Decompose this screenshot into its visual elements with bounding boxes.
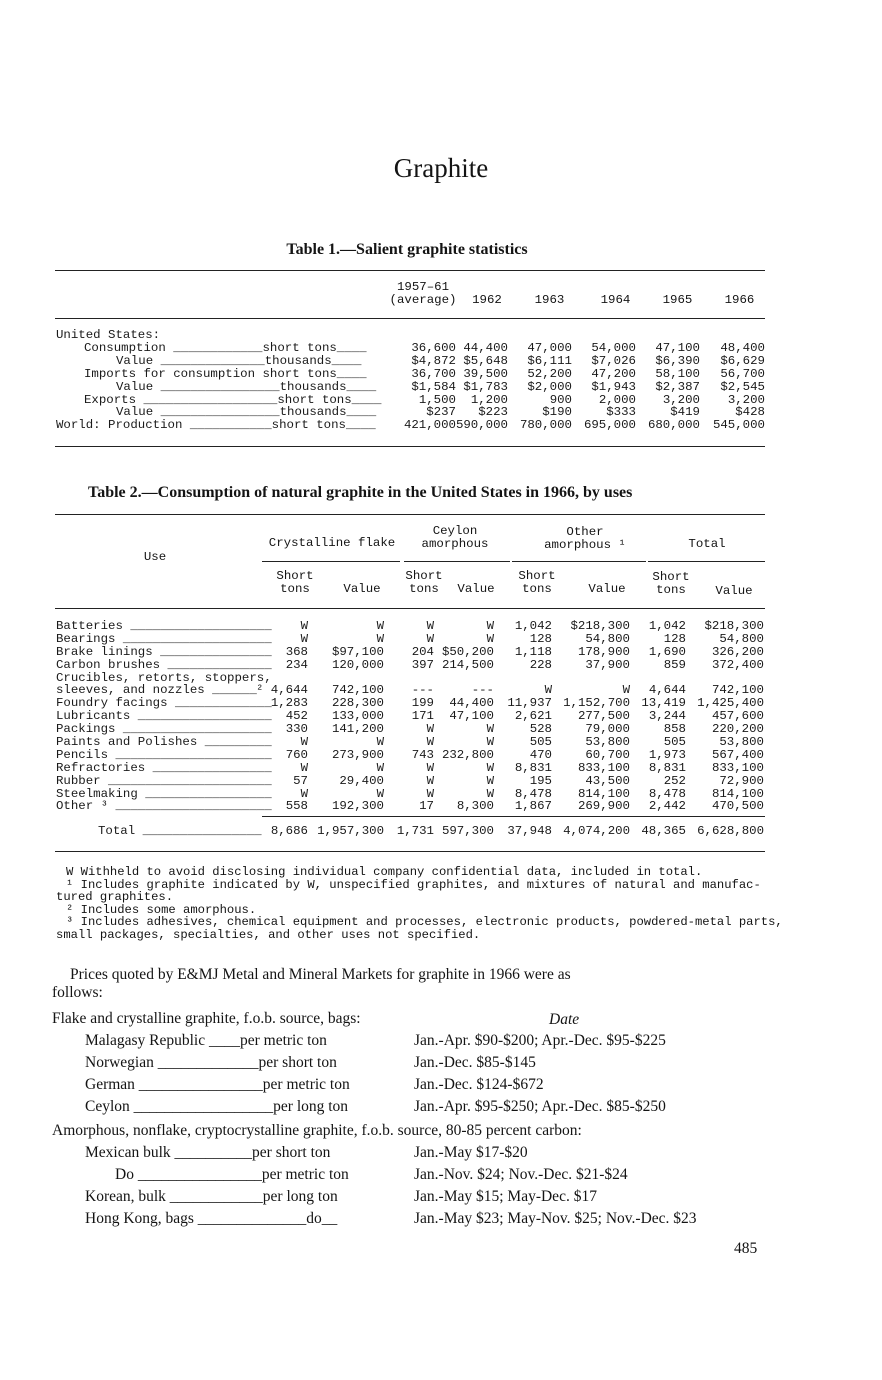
table2-group-rule-other — [512, 561, 646, 562]
price-value-mexican: Jan.-May $17-$20 — [414, 1144, 528, 1161]
table2-cell: 128 — [663, 631, 686, 646]
table2-cell: 54,800 — [719, 631, 764, 646]
table2-cell: W — [486, 722, 494, 737]
table2-subhdr-other-tons: Short tons — [518, 569, 556, 596]
table2-cell: 858 — [663, 722, 686, 737]
table2-cell: 4,644 — [648, 683, 686, 698]
table1-cell: 44,400 — [463, 341, 508, 355]
table2-cell: 2,621 — [514, 709, 552, 724]
table1-cell: 58,100 — [655, 366, 700, 381]
table2-cell: 60,700 — [585, 747, 630, 762]
table2-cell: 457,600 — [711, 709, 764, 724]
price-value-korean: Jan.-May $15; May-Dec. $17 — [414, 1188, 597, 1205]
table2-cell: 128 — [529, 631, 552, 646]
table2-cell: 760 — [285, 747, 308, 762]
table2-total-other-value: 4,074,200 — [563, 824, 630, 838]
table1-cell: 36,600 — [411, 341, 456, 355]
table1-cell: $223 — [478, 405, 508, 420]
table2-total-rule — [262, 816, 765, 817]
table2-cell: 234 — [285, 657, 308, 672]
table2-cell: 273,900 — [331, 747, 384, 762]
table1-row-label: Exports __________________short tons____ — [84, 392, 382, 407]
table2-group-rule-crystalline — [262, 561, 400, 562]
table2-cell: W — [376, 786, 384, 801]
table2-cell: 53,800 — [585, 735, 630, 750]
table2-cell: W — [486, 631, 494, 646]
price-value-german: Jan.-Dec. $124-$672 — [414, 1076, 544, 1093]
table2-cell: W — [300, 619, 308, 633]
table1-cell: $2,545 — [720, 379, 765, 394]
table2-use-header: Use — [143, 550, 167, 564]
price-row-mexican: Mexican bulk __________per short ton — [85, 1144, 331, 1161]
table2-cell: 269,900 — [577, 799, 630, 814]
table2-cell: 8,831 — [648, 760, 686, 775]
table1-cell: $190 — [542, 405, 572, 420]
table2-cell: 1,690 — [648, 644, 686, 659]
table2-cell: W — [426, 631, 434, 646]
table2-group-other: Other amorphous ¹ — [544, 525, 626, 552]
table2-cell: W — [376, 619, 384, 633]
table2-cell: 195 — [529, 773, 552, 788]
table1-cell: 1,200 — [470, 392, 508, 407]
price-value-malagasy: Jan.-Apr. $90-$200; Apr.-Dec. $95-$225 — [414, 1032, 666, 1049]
table2-cell: 17 — [419, 799, 434, 814]
table1-cell: $1,943 — [591, 379, 636, 394]
table1-cell: 545,000 — [712, 418, 765, 433]
table2-cell: W — [426, 722, 434, 737]
table2-use-label: Packings ____________________ — [56, 722, 272, 737]
table2-cell: 171 — [411, 709, 434, 724]
table2-cell: 528 — [529, 722, 552, 737]
table2-cell: W — [486, 735, 494, 750]
table1-cell: $333 — [606, 405, 636, 420]
table1-col-header-1966: 1966 — [724, 293, 755, 307]
table2-cell: 72,900 — [719, 773, 764, 788]
table2-subhdr-total-tons: Short tons — [652, 570, 690, 597]
table2-cell: 452 — [285, 709, 308, 724]
table2-cell: W — [426, 773, 434, 788]
table2-total-label: Total ________________ — [98, 824, 262, 838]
table2-cell: 204 — [411, 644, 434, 659]
table1-cell: $4,872 — [411, 353, 456, 368]
table2-use-label: Lubricants __________________ — [56, 709, 272, 724]
amorphous-heading: Amorphous, nonflake, cryptocrystalline graphite, f.o.b. source, 80-85 percent carbon: — [52, 1122, 582, 1139]
price-value-ceylon: Jan.-Apr. $95-$250; Apr.-Dec. $85-$250 — [414, 1098, 666, 1115]
table2-header-rule — [55, 608, 765, 609]
table2-cell: 368 — [285, 644, 308, 659]
table1-cell: $1,783 — [463, 379, 508, 394]
table2-cell: 326,200 — [711, 644, 764, 659]
table2-cell: W — [544, 683, 552, 698]
table2-cell: 37,900 — [585, 657, 630, 672]
table1-cell: $2,000 — [527, 379, 572, 394]
price-row-korean: Korean, bulk ____________per long ton — [85, 1188, 338, 1205]
prices-intro-line1: Prices quoted by E&MJ Metal and Mineral Markets for graphite in 1966 were as — [70, 966, 571, 983]
table2-use-label: Other ³ _____________________ — [56, 799, 272, 814]
table1-cell: 900 — [549, 392, 572, 407]
table1-cell: 48,400 — [720, 341, 765, 355]
table1-cell: 2,000 — [598, 392, 636, 407]
table2-cell: 814,100 — [711, 786, 764, 801]
table2-cell: W — [300, 735, 308, 750]
table2-cell: W — [426, 735, 434, 750]
table2-top-rule — [55, 514, 765, 515]
table2-cell: W — [300, 631, 308, 646]
table1-cell: 3,200 — [727, 392, 765, 407]
table1-cell: 54,000 — [591, 341, 636, 355]
table2-use-label: Pencils _____________________ — [56, 747, 272, 762]
table2-subhdr-ceylon-tons: Short tons — [405, 569, 443, 596]
table2-cell: 11,937 — [507, 696, 552, 711]
table1-bottom-rule — [55, 446, 765, 447]
table2-total-other-tons: 37,948 — [507, 824, 552, 838]
table2-cell: 397 — [411, 657, 434, 672]
table1-row-labels — [56, 342, 381, 432]
table1-cell: 680,000 — [647, 418, 700, 433]
price-value-do: Jan.-Nov. $24; Nov.-Dec. $21-$24 — [414, 1166, 628, 1183]
table1-cell: 47,100 — [655, 341, 700, 355]
table1-cell: $5,648 — [463, 353, 508, 368]
table2-cell: $50,200 — [441, 644, 494, 659]
table2-cell: 833,100 — [577, 760, 630, 775]
table2-cell: 505 — [529, 735, 552, 750]
footnote-1-cont: tured graphites. — [56, 890, 174, 905]
table2-cell: 1,118 — [514, 644, 552, 659]
table2-cell: 8,831 — [514, 760, 552, 775]
table2-cell: 814,100 — [577, 786, 630, 801]
table2-cell: 214,500 — [441, 657, 494, 672]
price-row-hong-kong: Hong Kong, bags ______________do__ — [85, 1210, 338, 1227]
table2-total-ceylon-tons: 1,731 — [396, 824, 434, 838]
table2-cell: 470,500 — [711, 799, 764, 814]
table2-total-ceylon-value: 597,300 — [441, 824, 494, 838]
table2-cell: 44,400 — [449, 696, 494, 711]
table2-cell: 252 — [663, 773, 686, 788]
table2-cell: W — [426, 619, 434, 633]
footnote-w: W Withheld to avoid disclosing individual company confidential data, included in total. — [66, 865, 703, 879]
table1-cell: 695,000 — [583, 418, 636, 433]
table1-cell: 780,000 — [519, 418, 572, 433]
table2-cell: 79,000 — [585, 722, 630, 737]
table2-use-label: Rubber ______________________ — [56, 773, 272, 788]
table2-cell: 1,283 — [270, 696, 308, 711]
table2-group-rule-total — [648, 561, 765, 562]
table2-cell: 29,400 — [339, 773, 384, 788]
table2-cell: 1,867 — [514, 799, 552, 814]
table2-cell: 277,500 — [577, 709, 630, 724]
table1-cell: 36,700 — [411, 366, 456, 381]
table1-col-1957-61 — [376, 342, 456, 432]
table2-cell: 43,500 — [585, 773, 630, 788]
table1-cell: $419 — [670, 405, 700, 420]
page-number: 485 — [734, 1240, 758, 1257]
table2-cell: W — [486, 786, 494, 801]
table2-cell: 8,478 — [648, 786, 686, 801]
price-row-malagasy: Malagasy Republic ____per metric ton — [85, 1032, 327, 1049]
table2-use-label: Bearings ____________________ — [56, 631, 272, 646]
table1-cell: $6,111 — [527, 353, 572, 368]
table2-cell: 742,100 — [331, 683, 384, 698]
table2-col-ceylon-value — [430, 620, 494, 813]
table1-row-label: World: Production ___________short tons____ — [56, 418, 376, 433]
table2-cell: 178,900 — [577, 644, 630, 659]
footnote-3-cont: small packages, specialties, and other uses not specified. — [56, 927, 481, 942]
table1-col-header-1962: 1962 — [472, 293, 502, 307]
table2-cell: 199 — [411, 696, 434, 711]
table2-cell: 228 — [529, 657, 552, 672]
table2-cell: 228,300 — [331, 696, 384, 711]
table2-use-label: Batteries ___________________ — [56, 619, 272, 633]
table2-cell: 2,442 — [648, 799, 686, 814]
table2-cell: 743 — [411, 747, 434, 762]
table2-cell: 141,200 — [331, 722, 384, 737]
table2-subhdr-cryst-tons: Short tons — [276, 569, 314, 596]
table2-cell: 372,400 — [711, 657, 764, 672]
table1-row-label: Value ________________thousands____ — [116, 379, 377, 394]
price-row-ceylon: Ceylon __________________per long ton — [85, 1098, 349, 1115]
table1-section-label: United States: — [56, 328, 161, 342]
table1-header-rule — [55, 318, 765, 319]
table2-use-labels — [56, 620, 272, 813]
table2-cell: W — [486, 760, 494, 775]
table2-group-ceylon: Ceylon amorphous — [421, 524, 489, 551]
table2-cell: 1,042 — [514, 619, 552, 633]
table2-cell — [496, 672, 552, 685]
table2-cell: W — [376, 735, 384, 750]
table1-cell: 52,200 — [527, 366, 572, 381]
table1-cell: 590,000 — [455, 418, 508, 433]
table2-subhdr-other-value: Value — [588, 582, 626, 596]
table2-cell: W — [376, 631, 384, 646]
table1-cell: 56,700 — [720, 366, 765, 381]
table1-col-1962 — [446, 342, 508, 432]
flake-heading: Flake and crystalline graphite, f.o.b. source, bags: — [52, 1010, 361, 1027]
table2-use-label: Paints and Polishes _________ — [56, 735, 272, 750]
footnotes — [56, 866, 783, 942]
table2-cell: --- — [471, 683, 494, 698]
table2-group-rule-ceylon — [404, 561, 510, 562]
prices-intro-line2: follows: — [52, 984, 103, 1001]
table2-cell: 47,100 — [449, 709, 494, 724]
table1-col-header-1963: 1963 — [534, 293, 565, 307]
table2-col-cryst-tons — [250, 620, 308, 813]
price-row-norwegian: Norwegian _____________per short ton — [85, 1054, 337, 1071]
table1-col-header-1957: 1957–61 (average) — [389, 280, 457, 307]
table1-col-header-1965: 1965 — [662, 293, 693, 307]
table2-group-crystalline: Crystalline flake — [268, 536, 396, 550]
table2-total-total-value: 6,628,800 — [697, 824, 764, 838]
table2-cell: 470 — [529, 747, 552, 762]
table1-title: Table 1.—Salient graphite statistics — [286, 241, 528, 258]
table2-cell: 8,300 — [456, 799, 494, 814]
table2-col-total-value — [688, 620, 764, 813]
table2-cell: W — [486, 619, 494, 633]
table2-col-other-value — [552, 620, 630, 813]
table1-cell: 39,500 — [463, 366, 508, 381]
table2-cell: 859 — [663, 657, 686, 672]
table2-cell: --- — [411, 683, 434, 698]
table2-cell: 57 — [293, 773, 308, 788]
table2-cell: W — [426, 760, 434, 775]
table2-cell: 1,152,700 — [563, 696, 630, 711]
table2-cell: 53,800 — [719, 735, 764, 750]
table1-row-label: Imports for consumption short tons____ — [84, 366, 367, 381]
table1-top-rule — [55, 270, 765, 271]
table2-cell: 232,800 — [441, 747, 494, 762]
table1-row-label: Value ______________thousands____ — [116, 353, 362, 368]
table2-subhdr-ceylon-value: Value — [457, 582, 495, 596]
date-heading: Date — [549, 1011, 580, 1028]
table2-title: Table 2.—Consumption of natural graphite in the United States in 1966, by uses — [88, 484, 633, 501]
table1-cell: $428 — [735, 405, 765, 420]
table2-cell — [552, 672, 630, 685]
table2-total-cryst-tons: 8,686 — [270, 824, 308, 838]
table2-use-label: Refractories ________________ — [56, 760, 272, 775]
table2-cell: 3,244 — [648, 709, 686, 724]
table1-cell: $7,026 — [591, 353, 636, 368]
table1-cell: $6,629 — [720, 353, 765, 368]
table2-use-label: Carbon brushes ______________ — [56, 657, 272, 672]
table2-use-label: Steelmaking _________________ — [56, 786, 272, 801]
table2-cell: 505 — [663, 735, 686, 750]
table2-cell: 833,100 — [711, 760, 764, 775]
table1-col-1964 — [572, 342, 636, 432]
table2-cell: 1,042 — [648, 619, 686, 633]
table2-use-label: Brake linings _______________ — [56, 644, 272, 659]
table2-col-total-tons — [630, 620, 686, 813]
table1-col-1966 — [700, 342, 765, 432]
table2-cell: W — [300, 786, 308, 801]
table2-cell: $218,300 — [704, 619, 764, 633]
table2-cell: 133,000 — [331, 709, 384, 724]
table1-cell: $1,584 — [411, 379, 456, 394]
table2-cell: W — [622, 683, 630, 698]
price-row-german: German ________________per metric ton — [85, 1076, 350, 1093]
table2-cell: 8,478 — [514, 786, 552, 801]
table2-use-label: sleeves, and nozzles ______ — [56, 683, 257, 698]
table2-cell: W — [426, 786, 434, 801]
table2-col-cryst-value — [310, 620, 384, 813]
footnote-2: ² Includes some amorphous. — [66, 902, 257, 917]
table2-cell: 567,400 — [711, 747, 764, 762]
table2-total-total-tons: 48,365 — [641, 824, 686, 838]
table2-cell: 13,419 — [641, 696, 686, 711]
table1-cell: 421,000 — [403, 418, 456, 433]
table2-cell: $97,100 — [331, 644, 384, 659]
table2-cell: W — [376, 760, 384, 775]
table2-use-label: Crucibles, retorts, stoppers, — [56, 670, 272, 685]
table1-cell: $2,387 — [655, 379, 700, 394]
table1-cell: $6,390 — [655, 353, 700, 368]
price-row-do: Do ________________per metric ton — [115, 1166, 349, 1183]
table1-row-label: Consumption ____________short tons____ — [84, 341, 367, 355]
table2-subhdr-cryst-value: Value — [343, 582, 381, 596]
table1-cell: 47,000 — [527, 341, 572, 355]
table2-cell: W — [300, 760, 308, 775]
page-title: Graphite — [393, 153, 489, 183]
table2-cell: 54,800 — [585, 631, 630, 646]
table2-cell: 120,000 — [331, 657, 384, 672]
table2-group-total: Total — [688, 537, 726, 551]
table2-cell: 742,100 — [711, 683, 764, 698]
table2-cell: 330 — [285, 722, 308, 737]
table2-use-label: Foundry facings _____________ — [56, 696, 272, 711]
table1-cell: 1,500 — [418, 392, 456, 407]
table1-cell: 3,200 — [662, 392, 700, 407]
table2-cell: 1,973 — [648, 747, 686, 762]
table1-cell: $237 — [426, 405, 456, 420]
price-value-norwegian: Jan.-Dec. $85-$145 — [414, 1054, 536, 1071]
table2-cell: 558 — [285, 799, 308, 814]
table2-cell: 1,425,400 — [697, 696, 764, 711]
table2-cell: 192,300 — [331, 799, 384, 814]
table2-col-ceylon-tons — [390, 620, 434, 813]
table2-subhdr-total-value: Value — [715, 584, 753, 598]
table2-col-other-tons — [496, 620, 552, 813]
table1-col-1963 — [508, 342, 572, 432]
footnote-3: ³ Includes adhesives, chemical equipment and processes, electronic products, powdered-metal parts, — [66, 915, 783, 930]
table1-col-1965 — [636, 342, 700, 432]
table1-row-label: Value ________________thousands____ — [116, 405, 377, 420]
table2-cell: ² 4,644 — [255, 683, 308, 698]
price-value-hong-kong: Jan.-May $23; May-Nov. $25; Nov.-Dec. $23 — [414, 1210, 697, 1227]
table1-cell: 47,200 — [591, 366, 636, 381]
table2-cell: $218,300 — [570, 619, 630, 633]
table2-cell: W — [486, 773, 494, 788]
footnote-1: ¹ Includes graphite indicated by W, unspecified graphites, and mixtures of natural and manufac- — [66, 877, 761, 892]
table2-bottom-rule — [55, 851, 765, 852]
table2-cell: 220,200 — [711, 722, 764, 737]
table1-col-header-1964: 1964 — [600, 293, 631, 307]
table2-total-cryst-value: 1,957,300 — [317, 824, 384, 838]
